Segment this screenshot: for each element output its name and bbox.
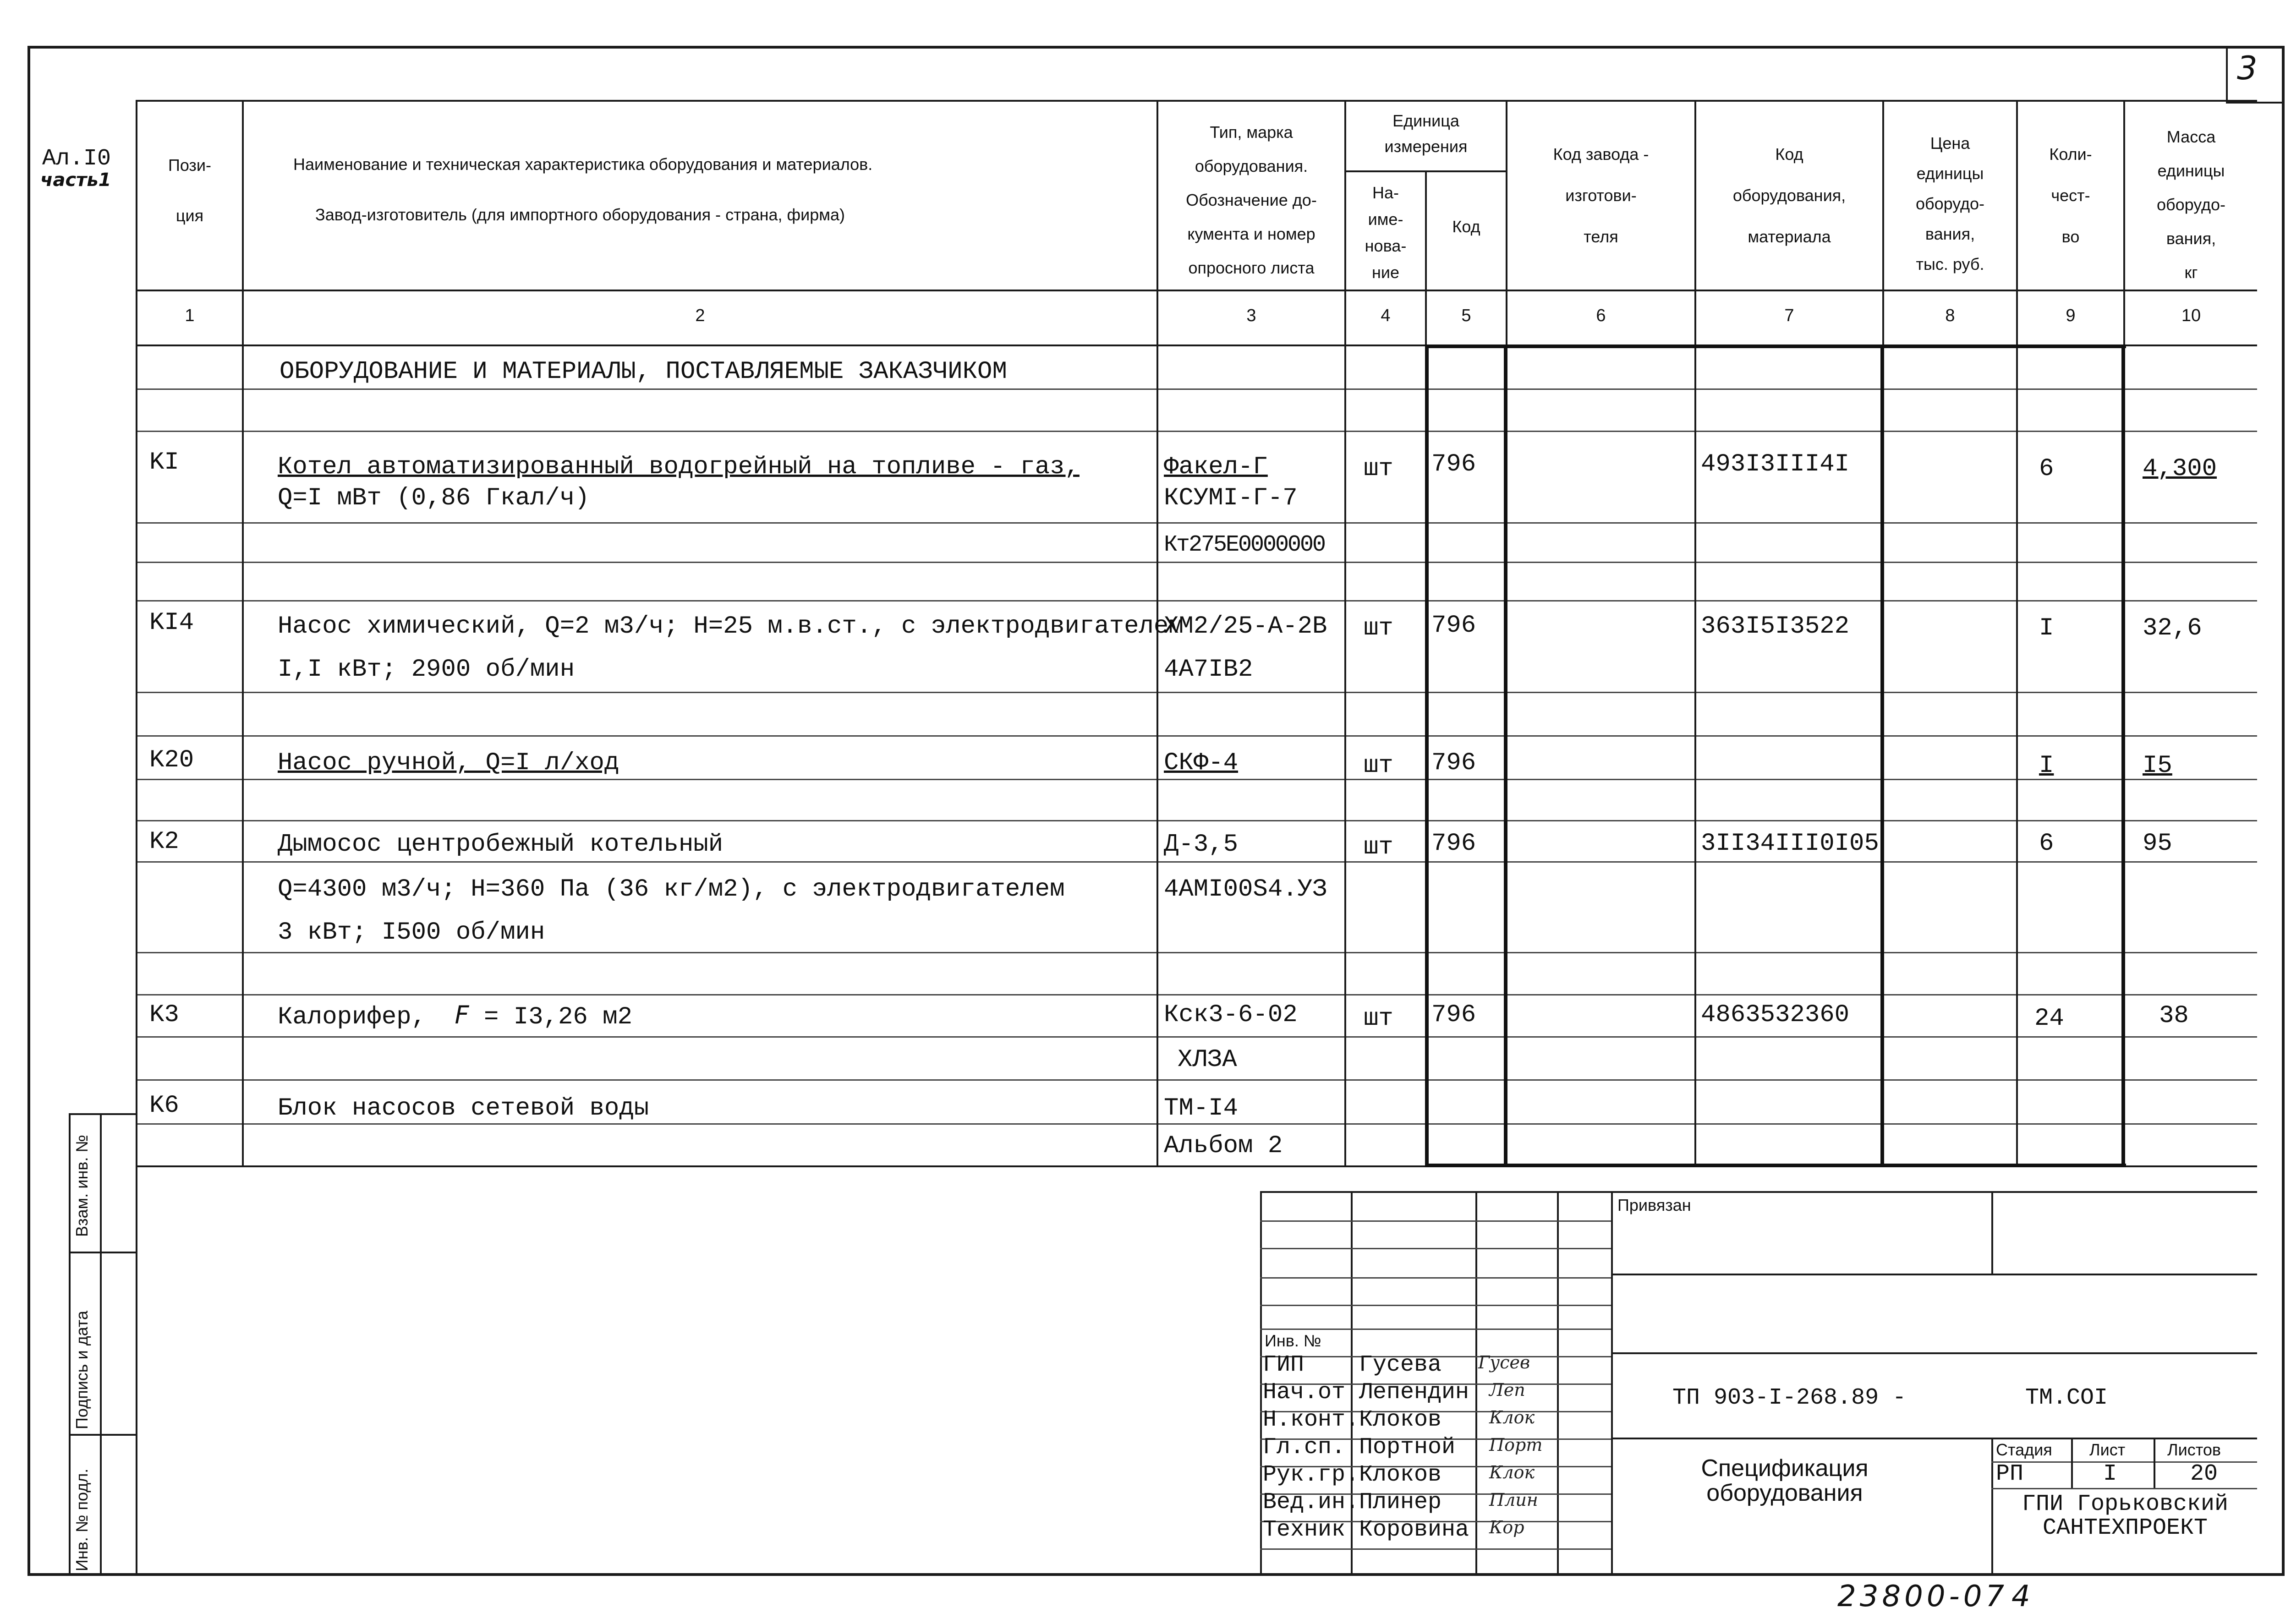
header-mass: Масса единицы оборудо- вания, кг [2156, 127, 2226, 282]
tb-row [1260, 1277, 1611, 1279]
row-quantity: 6 [2039, 830, 2054, 858]
bold-block-col [1880, 344, 1884, 1167]
tb-stage-label: Стадия [1996, 1440, 2052, 1459]
col-line [2016, 100, 2018, 1165]
tb-row [1260, 1548, 1611, 1550]
colnum-6: 6 [1596, 306, 1606, 325]
row-unit: шт [1364, 614, 1393, 642]
row-line [136, 779, 2257, 780]
row-mass: 4,300 [2143, 455, 2217, 483]
side-stamp-replacement: Взам. инв. № [72, 1134, 91, 1237]
row-name: Насос ручной, Q=I л/ход [278, 749, 619, 777]
row-quantity: I [2039, 752, 2054, 780]
row-name: Q=I мВт (0,86 Гкал/ч) [278, 484, 590, 512]
row-unit: шт [1364, 1005, 1393, 1033]
row-name-variable: F [455, 1001, 469, 1029]
row-type: ХЛЗА [1178, 1046, 1237, 1074]
side-stamp-signature-date: Подпись и дата [72, 1311, 91, 1429]
bold-block-right [2121, 344, 2125, 1167]
colnum-2: 2 [695, 306, 705, 325]
tb-sheet: I [2103, 1461, 2117, 1487]
side-stamp-left [69, 1113, 71, 1576]
col-line [242, 100, 244, 1165]
row-line [136, 994, 2257, 995]
row-line [136, 1079, 2257, 1081]
row-line [136, 562, 2257, 563]
row-unit-code: 796 [1431, 450, 1476, 478]
bold-block-bottom [1425, 1164, 2126, 1167]
row-equipment-code: 493I3III4I [1701, 450, 1850, 478]
row-line [136, 692, 2257, 693]
tb-row [1260, 1220, 1611, 1222]
bold-block-col [1504, 344, 1507, 1167]
colnum-1: 1 [185, 306, 195, 325]
tb-signature: Клок [1489, 1462, 1535, 1482]
header-type: Тип, марка оборудования. Обозначение до- кумента и номер опросного листа [1186, 123, 1317, 277]
header-name-line1: Наименование и техническая характеристика оборудования и материалов. [293, 155, 873, 174]
row-type: ХМ2/25-А-2В [1164, 612, 1327, 640]
page-number: 3 [2237, 49, 2258, 87]
row-unit-code: 796 [1431, 1001, 1476, 1029]
tb-role: Н.конт. [1263, 1407, 1359, 1433]
header-bottom-line [136, 290, 2257, 291]
tb-person-name: Коровина [1359, 1517, 1469, 1543]
header-unit-group: Единица измерения [1384, 111, 1468, 156]
colnum-8: 8 [1945, 306, 1955, 325]
tb-person-name: Клоков [1359, 1407, 1442, 1433]
tb-top [1260, 1191, 2257, 1193]
colnum-5: 5 [1461, 306, 1471, 325]
tb-role: Техник [1263, 1517, 1346, 1543]
tb-main-line [1611, 1352, 2257, 1354]
row-name: Дымосос центробежный котельный [278, 831, 723, 858]
header-equipment-code: Код оборудования, материала [1732, 145, 1846, 246]
row-type: СКФ-4 [1164, 749, 1239, 777]
row-equipment-code: 3II34III0I05 [1701, 830, 1879, 858]
bold-block-top [1425, 344, 2126, 348]
album-label: Ал.I0 [42, 146, 111, 172]
table-top-line [136, 100, 2257, 102]
row-type: Д-3,5 [1164, 831, 1239, 858]
row-name: 3 кВт; I500 об/мин [278, 919, 545, 946]
row-mass: I5 [2143, 752, 2172, 780]
tb-signature: Порт [1489, 1435, 1543, 1455]
tb-row [1260, 1305, 1611, 1306]
row-position: K20 [149, 746, 194, 774]
row-line [136, 600, 2257, 601]
row-position: K2 [149, 828, 179, 856]
tb-sheet-code: ТМ.СОI [2025, 1385, 2108, 1411]
row-unit-code: 796 [1431, 830, 1476, 858]
tb-document-title: Спецификация оборудования [1701, 1455, 1869, 1506]
tb-person-name: Гусева [1359, 1352, 1442, 1378]
tb-document-code: ТП 903-I-268.89 - [1672, 1385, 1907, 1411]
side-stamp-original-inventory: Инв. № подл. [72, 1468, 91, 1571]
album-part-label: часть1 [40, 170, 111, 191]
row-position: K6 [149, 1092, 179, 1120]
footer-number: 23800-07 [1837, 1580, 2008, 1613]
row-quantity: 24 [2034, 1005, 2064, 1033]
tb-signature: Плин [1489, 1490, 1538, 1510]
row-mass: 32,6 [2143, 614, 2202, 642]
footer-page: 4 [2011, 1580, 2030, 1613]
row-type: Альбом 2 [1164, 1132, 1283, 1160]
row-name-prefix: Калорифер, [278, 1003, 427, 1031]
row-name: Блок насосов сетевой воды [278, 1094, 649, 1122]
tb-privyazan-divider [1991, 1191, 1993, 1274]
side-stamp-divider [100, 1113, 102, 1576]
tb-inventory-number: Инв. № [1265, 1331, 1321, 1350]
row-type: 4А7IВ2 [1164, 656, 1253, 684]
colnum-10: 10 [2181, 306, 2201, 325]
row-unit: шт [1364, 752, 1393, 780]
tb-main-line [1611, 1438, 2257, 1439]
tb-role: Вед.ин. [1263, 1489, 1359, 1515]
row-type: Кт275Е0000000 [1164, 532, 1325, 558]
side-stamp-line [69, 1113, 136, 1115]
bold-block-left [1425, 344, 1429, 1167]
row-quantity: I [2039, 614, 2054, 642]
row-line [136, 735, 2257, 737]
colnum-4: 4 [1381, 306, 1391, 325]
row-name: I,I кВт; 2900 об/мин [278, 656, 575, 684]
colnum-7: 7 [1784, 306, 1794, 325]
tb-stage: РП [1996, 1461, 2024, 1487]
tb-person-name: Плинер [1359, 1489, 1442, 1515]
row-type: Факел-Г [1164, 453, 1268, 481]
row-position: K3 [149, 1001, 179, 1029]
row-line [136, 952, 2257, 953]
tb-row [1260, 1248, 1611, 1249]
tb-stage-row [1991, 1488, 2257, 1489]
tb-role: Гл.сп. [1263, 1434, 1346, 1460]
row-unit: шт [1364, 833, 1393, 861]
tb-person-name: Лепендин [1359, 1379, 1469, 1405]
tb-role: ГИП [1263, 1352, 1304, 1378]
row-equipment-code: 4863532360 [1701, 1001, 1850, 1029]
row-name: Q=4300 м3/ч; Н=360 Па (36 кг/м2), с электродвигателем [278, 875, 1065, 903]
header-price: Цена единицы оборудо- вания, тыс. руб. [1915, 134, 1985, 273]
row-unit-code: 796 [1431, 749, 1476, 777]
header-name-line2: Завод-изготовитель (для импортного оборудования - страна, фирма) [315, 205, 845, 224]
row-mass: 95 [2143, 830, 2172, 858]
row-unit: шт [1364, 455, 1393, 483]
colnum-9: 9 [2066, 306, 2076, 325]
tb-stage-col [2154, 1438, 2155, 1488]
row-position: KI [149, 448, 179, 476]
row-position: KI4 [149, 609, 194, 637]
row-line [136, 431, 2257, 432]
row-mass: 38 [2159, 1002, 2189, 1030]
tb-sheets-label: Листов [2167, 1440, 2221, 1459]
row-type: Кск3-6-02 [1164, 1001, 1298, 1029]
tb-row [1260, 1329, 1611, 1330]
row-quantity: 6 [2039, 455, 2054, 483]
row-equipment-code: 363I5I3522 [1701, 612, 1850, 640]
side-stamp-line [69, 1434, 136, 1436]
row-line [136, 820, 2257, 821]
tb-stage-col [2071, 1438, 2073, 1488]
row-line [136, 1123, 2257, 1125]
tb-signature: Гусев [1478, 1352, 1530, 1372]
tb-col-main [1611, 1191, 1613, 1576]
side-stamp-line [69, 1252, 136, 1253]
row-line [136, 388, 2257, 390]
row-line [136, 1036, 2257, 1038]
tb-organization: ГПИ Горьковский САНТЕХПРОЕКТ [2022, 1491, 2229, 1541]
tb-privyazan: Привязан [1617, 1196, 1691, 1214]
row-type: 4АМI00S4.УЗ [1164, 875, 1327, 903]
row-line [136, 861, 2257, 863]
tb-signature: Клок [1489, 1407, 1535, 1427]
row-type: КСУМI-Г-7 [1164, 484, 1298, 512]
tb-main-line [1611, 1274, 2257, 1275]
tb-sheet-label: Лист [2089, 1440, 2126, 1459]
colnum-3: 3 [1246, 306, 1256, 325]
header-position: Пози- ция [168, 156, 212, 225]
row-name: Котел автоматизированный водогрейный на топливе - газ, [278, 453, 1080, 481]
tb-signature: Леп [1489, 1380, 1525, 1400]
header-quantity: Коли- чест- во [2049, 145, 2092, 246]
header-unit-code: Код [1452, 217, 1480, 236]
tb-role: Нач.от [1263, 1379, 1346, 1405]
tb-signature: Кор [1489, 1517, 1524, 1537]
row-name [278, 1001, 632, 1031]
header-unit-name: На- име- нова- ние [1365, 183, 1407, 282]
header-factory-code: Код завода - изготови- теля [1553, 145, 1649, 246]
row-type: ТМ-I4 [1164, 1094, 1239, 1122]
tb-sheets: 20 [2190, 1461, 2218, 1487]
tb-person-name: Портной [1359, 1434, 1456, 1460]
tb-person-name: Клоков [1359, 1462, 1442, 1488]
section-title: ОБОРУДОВАНИЕ И МАТЕРИАЛЫ, ПОСТАВЛЯЕМЫЕ ЗАКАЗЧИКОМ [280, 358, 1007, 386]
row-line [136, 522, 2257, 524]
row-name: Насос химический, Q=2 м3/ч; Н=25 м.в.ст., с электродвигателем [278, 612, 1184, 640]
col-line [1694, 100, 1696, 1165]
row-name-rest: = I3,26 м2 [483, 1003, 632, 1031]
tb-role: Рук.гр. [1263, 1462, 1359, 1488]
row-unit-code: 796 [1431, 612, 1476, 640]
